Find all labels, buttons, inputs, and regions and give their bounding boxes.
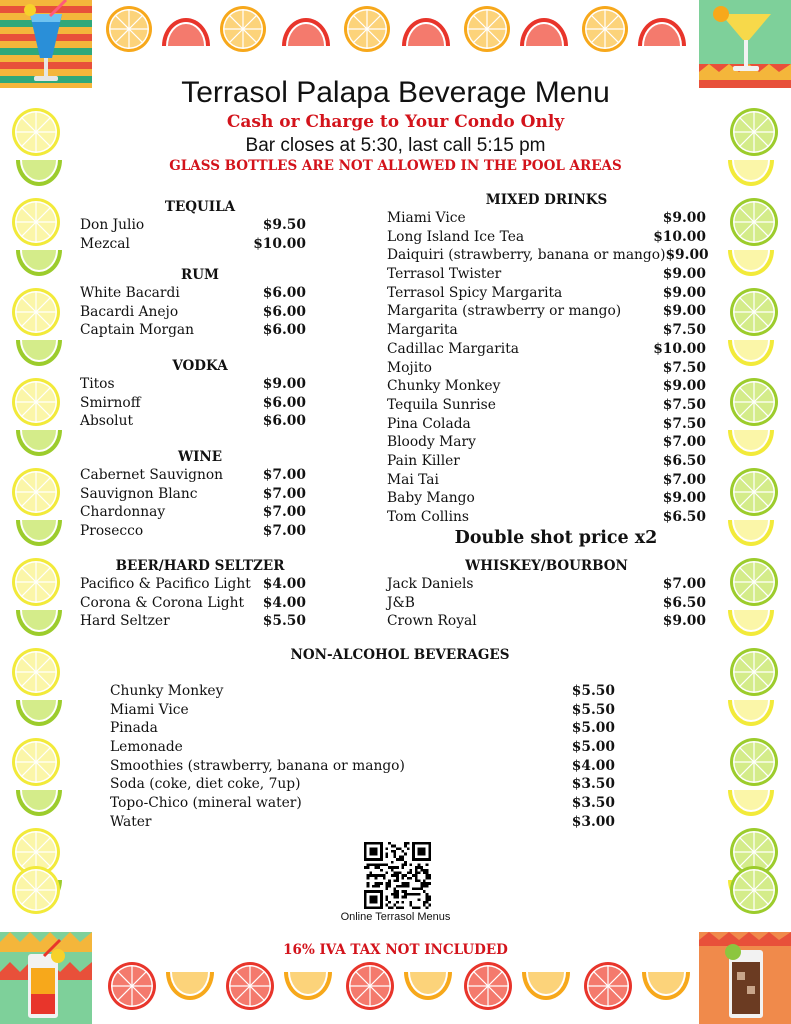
item-price: $5.50 xyxy=(262,613,306,630)
qr-code[interactable] xyxy=(364,842,431,909)
section-heading: WHISKEY/BOURBON xyxy=(465,558,628,574)
menu-item xyxy=(110,682,615,701)
glass-warning: GLASS BOTTLES ARE NOT ALLOWED IN THE POOL AREAS xyxy=(169,158,622,174)
item-price: $7.00 xyxy=(262,523,306,540)
grapefruit-wedge-icon xyxy=(638,18,686,50)
lemon-slice-icon xyxy=(12,288,60,336)
item-price: $7.00 xyxy=(662,576,706,592)
menu-item xyxy=(110,738,615,757)
double-shot-note: Double shot price x2 xyxy=(454,528,658,548)
lemon-wedge-icon xyxy=(728,520,774,550)
item-price: $7.00 xyxy=(262,467,306,483)
menu-item xyxy=(110,775,615,794)
item-price: $7.00 xyxy=(262,485,306,502)
item-name: Smoothies (strawberry, banana or mango) xyxy=(110,757,405,774)
item-name: J&B xyxy=(387,594,415,611)
item-name: Margarita (strawberry or mango) xyxy=(387,303,622,320)
grapefruit-slice-icon xyxy=(108,962,156,1010)
menu-item xyxy=(80,412,306,431)
menu-item xyxy=(80,284,306,303)
section-heading: NON-ALCOHOL BEVERAGES xyxy=(290,647,510,663)
menu-item xyxy=(80,394,306,413)
lemon-wedge-icon xyxy=(728,790,774,820)
beer-section xyxy=(80,557,306,631)
lemon-wedge-icon xyxy=(728,700,774,730)
menu-item xyxy=(387,489,706,508)
item-price: $7.00 xyxy=(662,471,706,488)
menu-item xyxy=(387,471,706,490)
lime-wedge-icon xyxy=(16,430,62,460)
lemon-slice-icon xyxy=(12,468,60,516)
item-price: $6.00 xyxy=(262,394,306,411)
item-name: Don Julio xyxy=(80,217,145,233)
section-heading: WINE xyxy=(177,449,223,465)
menu-item xyxy=(387,209,706,228)
item-name: Mezcal xyxy=(80,235,130,252)
menu-item xyxy=(80,503,306,522)
orange-wedge-icon xyxy=(284,972,332,1004)
tropical-drink-corner-art xyxy=(0,0,92,88)
item-name: Pain Killer xyxy=(387,452,460,469)
item-price: $9.50 xyxy=(262,217,306,233)
item-price: $4.00 xyxy=(571,757,615,774)
menu-item xyxy=(387,575,706,594)
grapefruit-wedge-icon xyxy=(282,18,330,50)
lime-slice-icon xyxy=(730,378,778,426)
item-name: Tom Collins xyxy=(387,509,469,525)
item-name: Bacardi Anejo xyxy=(80,303,179,320)
orange-wedge-icon xyxy=(404,972,452,1004)
lemon-slice-icon xyxy=(12,558,60,606)
item-name: Cadillac Margarita xyxy=(387,340,519,357)
item-name: Jack Daniels xyxy=(387,576,474,592)
grapefruit-wedge-icon xyxy=(520,18,568,50)
menu-item xyxy=(80,485,306,504)
item-price: $6.50 xyxy=(662,509,706,525)
menu-item xyxy=(80,466,306,485)
item-price: $5.00 xyxy=(571,720,615,737)
section-heading: MIXED DRINKS xyxy=(485,192,608,208)
item-price: $5.50 xyxy=(571,683,615,699)
item-price: $9.00 xyxy=(662,378,706,395)
menu-item xyxy=(387,340,706,359)
lime-wedge-icon xyxy=(16,610,62,640)
menu-item xyxy=(387,228,706,247)
item-price: $9.00 xyxy=(662,266,706,283)
menu-item xyxy=(387,452,706,471)
lemon-wedge-icon xyxy=(728,610,774,640)
item-name: Soda (coke, diet coke, 7up) xyxy=(110,776,301,793)
item-price: $9.00 xyxy=(662,303,706,320)
lime-wedge-icon xyxy=(16,340,62,370)
item-name: Crown Royal xyxy=(387,613,477,630)
grapefruit-slice-icon xyxy=(226,962,274,1010)
qr-label: Online Terrasol Menus xyxy=(340,911,451,923)
orange-slice-icon xyxy=(220,6,266,52)
item-name: Terrasol Twister xyxy=(387,266,502,283)
item-price: $10.00 xyxy=(653,340,706,357)
orange-wedge-icon xyxy=(166,972,214,1004)
item-name: Topo-Chico (mineral water) xyxy=(110,795,302,812)
item-name: Long Island Ice Tea xyxy=(387,228,525,245)
item-price: $9.00 xyxy=(662,284,706,301)
menu-item xyxy=(110,719,615,738)
item-name: Lemonade xyxy=(110,739,183,756)
item-name: Miami Vice xyxy=(387,210,466,226)
menu-item xyxy=(110,757,615,776)
item-price: $6.00 xyxy=(262,413,306,430)
item-price: $6.50 xyxy=(662,594,706,611)
grapefruit-wedge-icon xyxy=(162,18,210,50)
lime-slice-icon xyxy=(730,738,778,786)
item-name: Tequila Sunrise xyxy=(387,396,496,413)
menu-item xyxy=(387,377,706,396)
bar-hours: Bar closes at 5:30, last call 5:15 pm xyxy=(245,135,546,156)
lime-slice-icon xyxy=(730,198,778,246)
item-price: $7.50 xyxy=(662,359,706,376)
menu-item xyxy=(80,321,306,340)
orange-wedge-icon xyxy=(642,972,690,1004)
item-name: Mojito xyxy=(387,359,432,376)
menu-item xyxy=(110,813,615,832)
menu-item xyxy=(387,594,706,613)
item-name: Chardonnay xyxy=(80,504,166,521)
lemon-slice-icon xyxy=(12,648,60,696)
item-price: $3.50 xyxy=(571,795,615,812)
item-name: Cabernet Sauvignon xyxy=(80,467,224,483)
item-name: Miami Vice xyxy=(110,701,189,718)
menu-item xyxy=(387,508,706,527)
item-price: $7.00 xyxy=(662,434,706,451)
item-price: $5.50 xyxy=(571,701,615,718)
menu-item xyxy=(80,375,306,394)
item-price: $5.00 xyxy=(571,739,615,756)
lime-wedge-icon xyxy=(16,700,62,730)
menu-item xyxy=(387,302,706,321)
lime-slice-icon xyxy=(730,558,778,606)
section-heading: TEQUILA xyxy=(164,199,236,215)
whiskey-section xyxy=(387,557,706,631)
menu-item xyxy=(387,396,706,415)
lemon-slice-icon xyxy=(12,738,60,786)
menu-item xyxy=(387,246,709,265)
item-name: Chunky Monkey xyxy=(387,378,501,395)
item-name: Absolut xyxy=(80,413,134,430)
menu-item xyxy=(110,701,615,720)
grapefruit-slice-icon xyxy=(584,962,632,1010)
tequila-section xyxy=(80,198,306,253)
lime-wedge-icon xyxy=(16,250,62,280)
orange-wedge-icon xyxy=(522,972,570,1004)
item-name: Hard Seltzer xyxy=(80,613,170,630)
page-title: Terrasol Palapa Beverage Menu xyxy=(181,76,610,109)
section-heading: BEER/HARD SELTZER xyxy=(115,558,285,574)
item-name: Margarita xyxy=(387,322,458,339)
tax-note: 16% IVA TAX NOT INCLUDED xyxy=(283,942,508,958)
item-name: Chunky Monkey xyxy=(110,683,224,699)
item-price: $6.00 xyxy=(262,303,306,320)
item-name: Captain Morgan xyxy=(80,322,195,339)
item-name: Baby Mango xyxy=(387,490,475,507)
menu-item xyxy=(80,612,306,631)
item-name: Corona & Corona Light xyxy=(80,594,245,611)
menu-item xyxy=(387,359,706,378)
menu-item xyxy=(387,415,706,434)
menu-item xyxy=(80,303,306,322)
grapefruit-wedge-icon xyxy=(402,18,450,50)
margarita-corner-art xyxy=(699,0,791,88)
lemon-wedge-icon xyxy=(728,250,774,280)
item-name: Pacifico & Pacifico Light xyxy=(80,576,251,592)
item-name: Water xyxy=(110,813,152,830)
lime-slice-icon xyxy=(730,866,778,914)
menu-item xyxy=(387,612,706,631)
menu-item xyxy=(80,235,306,254)
mixed-drinks-section xyxy=(387,191,709,527)
lemon-wedge-icon xyxy=(728,430,774,460)
item-name: Bloody Mary xyxy=(387,434,476,451)
item-price: $9.00 xyxy=(662,613,706,630)
item-price: $4.00 xyxy=(262,576,306,592)
item-name: Mai Tai xyxy=(387,471,439,488)
lime-wedge-icon xyxy=(16,520,62,550)
item-price: $6.50 xyxy=(662,452,706,469)
item-price: $10.00 xyxy=(253,235,306,252)
menu-item xyxy=(80,216,306,235)
grapefruit-slice-icon xyxy=(346,962,394,1010)
lime-wedge-icon xyxy=(16,790,62,820)
orange-slice-icon xyxy=(464,6,510,52)
vodka-section xyxy=(80,357,306,431)
item-name: Prosecco xyxy=(80,523,144,540)
item-price: $6.00 xyxy=(262,322,306,339)
lemon-slice-icon xyxy=(12,198,60,246)
item-name: Daiquiri (strawberry, banana or mango) xyxy=(387,247,666,264)
item-name: Terrasol Spicy Margarita xyxy=(387,284,563,301)
lime-slice-icon xyxy=(730,468,778,516)
item-name: Sauvignon Blanc xyxy=(80,485,198,502)
item-price: $9.00 xyxy=(262,376,306,392)
rum-section xyxy=(80,266,306,340)
item-price: $3.50 xyxy=(571,776,615,793)
menu-item xyxy=(387,433,706,452)
item-price: $9.00 xyxy=(665,247,709,264)
item-name: Pina Colada xyxy=(387,415,471,432)
wine-section xyxy=(80,448,306,541)
item-price: $7.50 xyxy=(662,396,706,413)
orange-slice-icon xyxy=(106,6,152,52)
payment-note: Cash or Charge to Your Condo Only xyxy=(226,112,565,132)
grapefruit-slice-icon xyxy=(464,962,512,1010)
orange-slice-icon xyxy=(582,6,628,52)
menu-item xyxy=(80,594,306,613)
orange-slice-icon xyxy=(344,6,390,52)
lemon-slice-icon xyxy=(12,866,60,914)
item-price: $10.00 xyxy=(653,228,706,245)
lemon-wedge-icon xyxy=(728,340,774,370)
lime-slice-icon xyxy=(730,288,778,336)
item-name: Titos xyxy=(80,376,115,392)
item-price: $4.00 xyxy=(262,594,306,611)
menu-item xyxy=(80,522,306,541)
lemon-slice-icon xyxy=(12,378,60,426)
item-price: $7.50 xyxy=(662,415,706,432)
item-price: $9.00 xyxy=(662,210,706,226)
non-alcohol-section xyxy=(110,682,615,832)
menu-item xyxy=(80,575,306,594)
item-price: $7.50 xyxy=(662,322,706,339)
item-name: Pinada xyxy=(110,720,158,737)
item-price: $9.00 xyxy=(662,490,706,507)
section-heading: VODKA xyxy=(172,358,228,374)
item-price: $7.00 xyxy=(262,504,306,521)
lime-slice-icon xyxy=(730,648,778,696)
item-price: $3.00 xyxy=(571,813,615,830)
menu-item xyxy=(387,321,706,340)
section-heading: RUM xyxy=(181,267,219,283)
item-name: White Bacardi xyxy=(80,285,180,301)
menu-item xyxy=(387,265,706,284)
non-alcohol-heading-wrap xyxy=(240,646,560,664)
item-name: Smirnoff xyxy=(80,394,141,411)
item-price: $6.00 xyxy=(262,285,306,301)
menu-item xyxy=(387,284,706,303)
menu-item xyxy=(110,794,615,813)
